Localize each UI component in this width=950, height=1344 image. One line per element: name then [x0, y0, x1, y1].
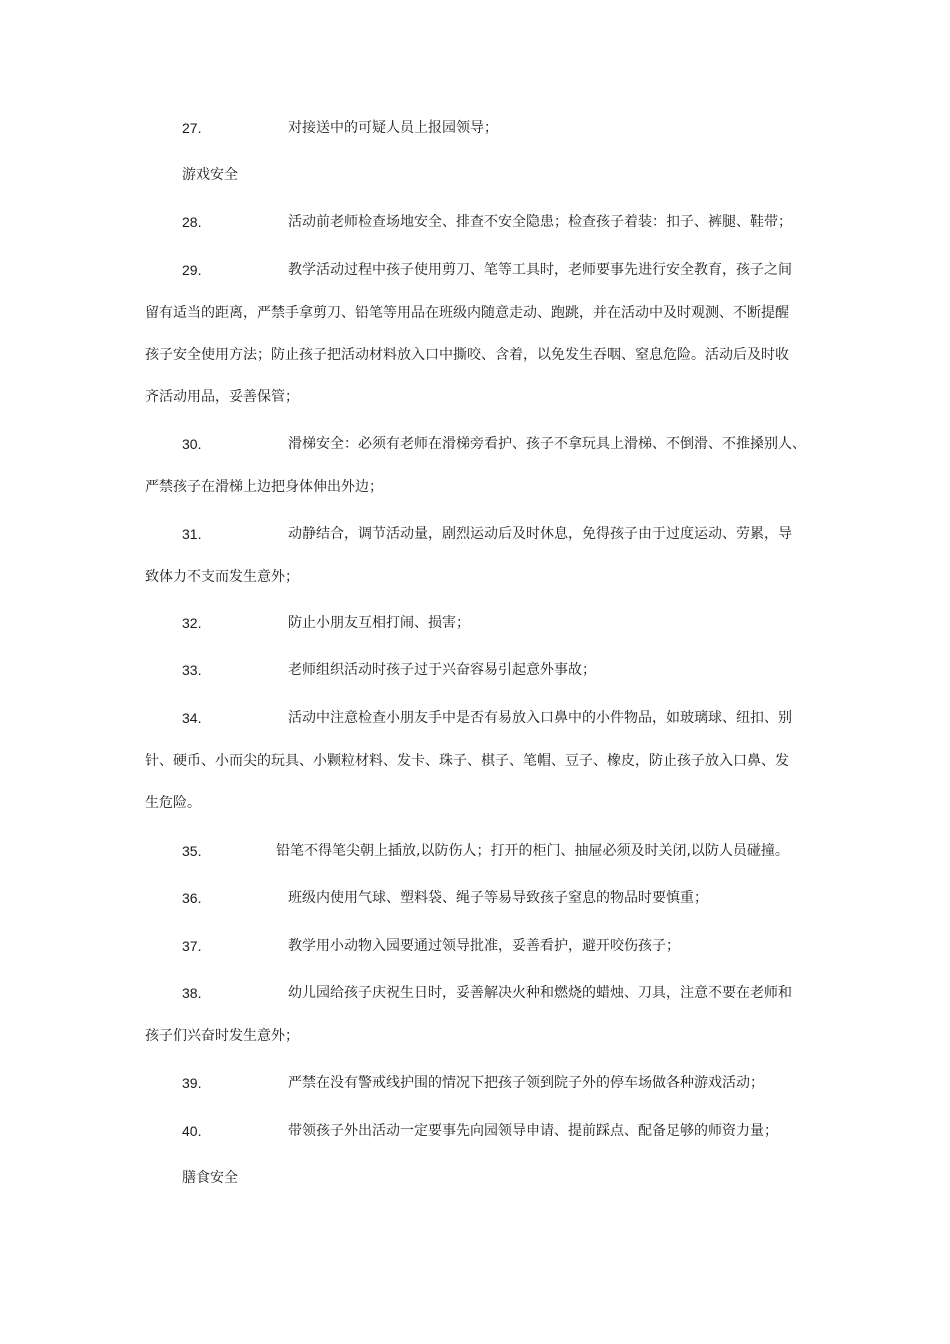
- item-number: 39.: [182, 1075, 202, 1091]
- item-text: 班级内使用气球、塑料袋、绳子等易导致孩子窒息的物品时要慎重；: [288, 890, 708, 906]
- item-text: 幼儿园给孩子庆祝生日时，妥善解决火种和燃烧的蜡烛、刀具，注意不要在老师和: [288, 985, 792, 1001]
- item-number: 27.: [182, 120, 202, 136]
- item-text-continuation: 齐活动用品，妥善保管；: [145, 389, 299, 405]
- item-number: 33.: [182, 662, 202, 678]
- item-text-continuation: 孩子安全使用方法；防止孩子把活动材料放入口中撕咬、含着，以免发生吞咽、窒息危险。活动后及时收: [145, 347, 789, 363]
- item-text: 防止小朋友互相打闹、损害；: [288, 615, 470, 631]
- item-number: 30.: [182, 436, 202, 452]
- section-title: 膳食安全: [182, 1170, 238, 1186]
- item-number: 37.: [182, 938, 202, 954]
- section-title: 游戏安全: [182, 167, 238, 183]
- item-number: 29.: [182, 262, 202, 278]
- item-text-continuation: 生危险。: [145, 795, 201, 811]
- item-number: 38.: [182, 985, 202, 1001]
- item-text: 动静结合，调节活动量，剧烈运动后及时休息，免得孩子由于过度运动、劳累，导: [288, 526, 792, 542]
- item-number: 28.: [182, 214, 202, 230]
- item-text: 铅笔不得笔尖朝上插放,以防伤人；打开的柜门、抽屉必须及时关闭,以防人员碰撞。: [276, 843, 789, 859]
- item-text: 滑梯安全：必须有老师在滑梯旁看护、孩子不拿玩具上滑梯、不倒滑、不推搡别人、: [288, 436, 806, 452]
- item-text-continuation: 留有适当的距离，严禁手拿剪刀、铅笔等用品在班级内随意走动、跑跳，并在活动中及时观测、不断提醒: [145, 305, 789, 321]
- item-number: 36.: [182, 890, 202, 906]
- item-text: 带领孩子外出活动一定要事先向园领导申请、提前踩点、配备足够的师资力量；: [288, 1123, 778, 1139]
- item-text: 活动中注意检查小朋友手中是否有易放入口鼻中的小件物品，如玻璃球、纽扣、别: [288, 710, 792, 726]
- item-text: 教学活动过程中孩子使用剪刀、笔等工具时，老师要事先进行安全教育，孩子之间: [288, 262, 792, 278]
- item-number: 35.: [182, 843, 202, 859]
- item-text-continuation: 孩子们兴奋时发生意外；: [145, 1028, 299, 1044]
- item-text: 教学用小动物入园要通过领导批准，妥善看护，避开咬伤孩子；: [288, 938, 680, 954]
- item-text: 对接送中的可疑人员上报园领导；: [288, 120, 498, 136]
- item-number: 31.: [182, 526, 202, 542]
- item-text-continuation: 针、硬币、小而尖的玩具、小颗粒材料、发卡、珠子、棋子、笔帽、豆子、橡皮，防止孩子放入口鼻、发: [145, 753, 789, 769]
- item-text-continuation: 致体力不支而发生意外；: [145, 569, 299, 585]
- item-number: 32.: [182, 615, 202, 631]
- item-text: 活动前老师检查场地安全、排查不安全隐患；检查孩子着装：扣子、裤腿、鞋带；: [288, 214, 792, 230]
- item-number: 40.: [182, 1123, 202, 1139]
- item-text: 严禁在没有警戒线护围的情况下把孩子领到院子外的停车场做各种游戏活动；: [288, 1075, 764, 1091]
- item-number: 34.: [182, 710, 202, 726]
- item-text: 老师组织活动时孩子过于兴奋容易引起意外事故；: [288, 662, 596, 678]
- item-text-continuation: 严禁孩子在滑梯上边把身体伸出外边；: [145, 479, 383, 495]
